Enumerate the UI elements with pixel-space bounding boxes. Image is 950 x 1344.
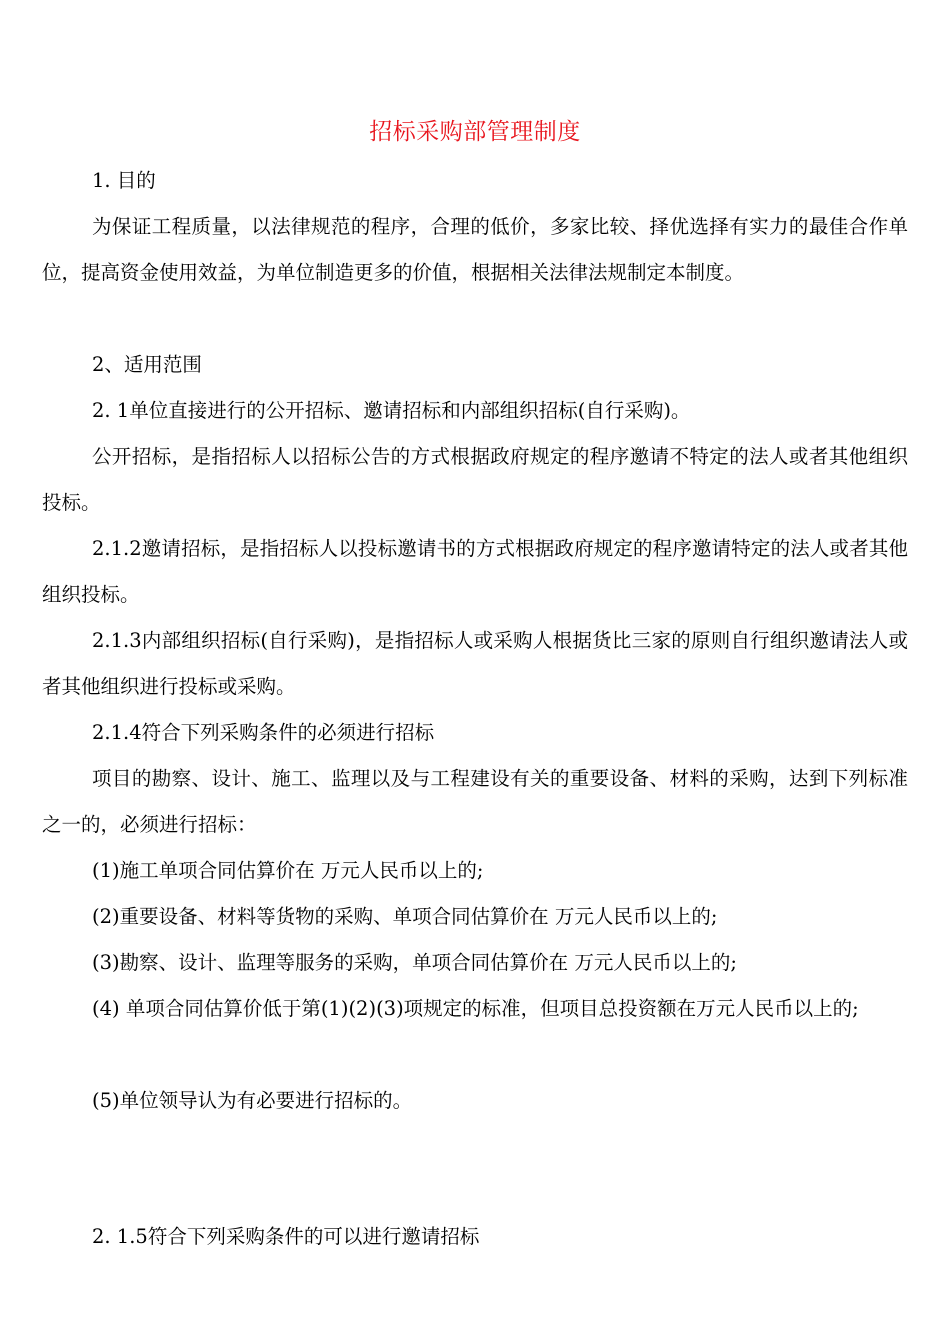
paragraph-open-tender: 公开招标，是指招标人以招标公告的方式根据政府规定的程序邀请不特定的法人或者其他组织投标。 [42,445,908,514]
list-item-5: (5)单位领导认为有必要进行招标的。 [92,1089,413,1112]
document-title: 招标采购部管理制度 [369,119,581,145]
list-item-1: (1)施工单项合同估算价在 万元人民币以上的; [92,859,484,882]
section-heading-purpose: 1. 目的 [92,169,156,192]
paragraph-2-1-5: 2. 1.5符合下列采购条件的可以进行邀请招标 [92,1225,480,1248]
paragraph-2-1-2: 2.1.2邀请招标，是指招标人以投标邀请书的方式根据政府规定的程序邀请特定的法人或者其他组织投标。 [42,537,908,606]
section-heading-scope: 2、适用范围 [92,353,202,376]
paragraph-2-1: 2. 1单位直接进行的公开招标、邀请招标和内部组织招标(自行采购)。 [92,399,691,422]
paragraph-purpose: 为保证工程质量，以法律规范的程序，合理的低价，多家比较、择优选择有实力的最佳合作单位，提高资金使用效益，为单位制造更多的价值，根据相关法律法规制定本制度。 [42,215,908,284]
paragraph-2-1-3: 2.1.3内部组织招标(自行采购)，是指招标人或采购人根据货比三家的原则自行组织邀请法人或者其他组织进行投标或采购。 [42,629,908,698]
paragraph-2-1-4: 2.1.4符合下列采购条件的必须进行招标 [92,721,435,744]
paragraph-project-standard: 项目的勘察、设计、施工、监理以及与工程建设有关的重要设备、材料的采购，达到下列标准之一的，必须进行招标： [42,767,908,836]
list-item-3: (3)勘察、设计、监理等服务的采购，单项合同估算价在 万元人民币以上的; [92,951,737,974]
list-item-4: (4) 单项合同估算价低于第(1)(2)(3)项规定的标准，但项目总投资额在万元人民币以上的; [92,997,859,1020]
list-item-2: (2)重要设备、材料等货物的采购、单项合同估算价在 万元人民币以上的; [92,905,718,928]
